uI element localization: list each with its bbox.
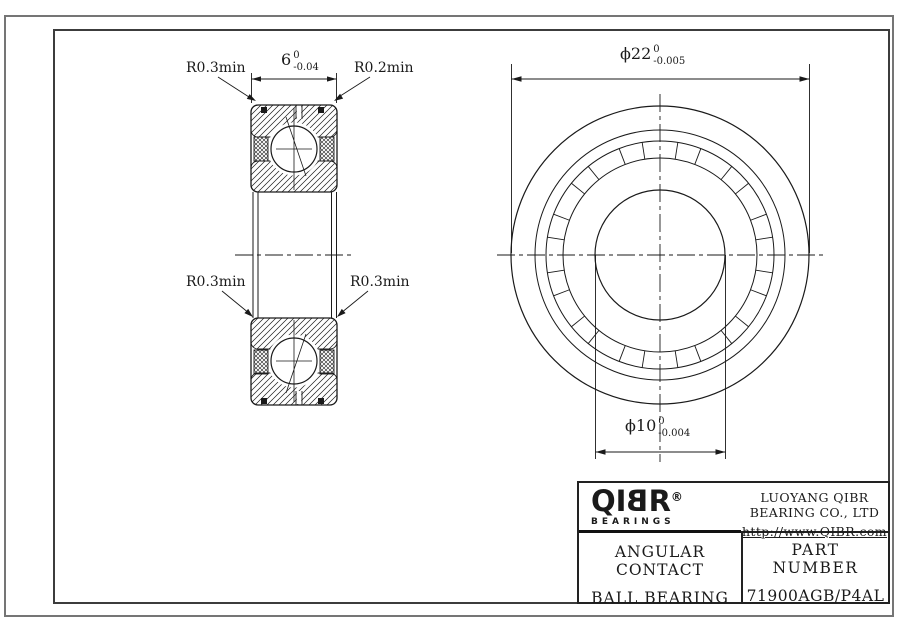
logo-subtitle: BEARINGS [591,517,675,527]
title-block [577,481,890,607]
part-number-label: PART NUMBER [772,541,859,577]
company-website: http://www.QIBR.com [741,524,888,539]
width-dimension [281,52,319,73]
od-tolerance: 0 -0.005 [653,44,686,67]
radius-label-top-right: R0.2min [354,60,414,76]
mirrored-b-glyph: B [626,484,649,518]
front-view [497,94,823,462]
width-nominal: 6 [281,50,292,69]
section-view [235,105,353,405]
company-name: LUOYANG QIBR BEARING CO., LTD [749,490,880,520]
radius-label-bottom-right: R0.3min [350,274,410,290]
product-cell [579,533,741,607]
product-name-line1: ANGULAR CONTACT [614,543,706,579]
bore-nominal: ϕ10 [625,416,657,435]
od-nominal: ϕ22 [620,44,652,63]
width-tolerance: 0 -0.04 [293,50,319,73]
company-cell [741,483,888,539]
qibr-logo: QIBR® [591,484,683,518]
title-block-header-row [579,483,888,539]
bore-diameter-dimension [625,418,690,439]
part-number-value: 71900AGB/P4AL [746,587,885,605]
logo-cell [579,483,741,533]
outer-diameter-dimension [620,46,685,67]
registered-trademark-icon: ® [670,490,683,504]
title-block-body-row [579,533,888,607]
part-number-cell [741,533,888,605]
bore-tolerance: 0 -0.004 [658,416,691,439]
product-name-line2: BALL BEARING [591,589,729,607]
radius-label-top-left: R0.3min [186,60,246,76]
radius-label-bottom-left: R0.3min [186,274,246,290]
